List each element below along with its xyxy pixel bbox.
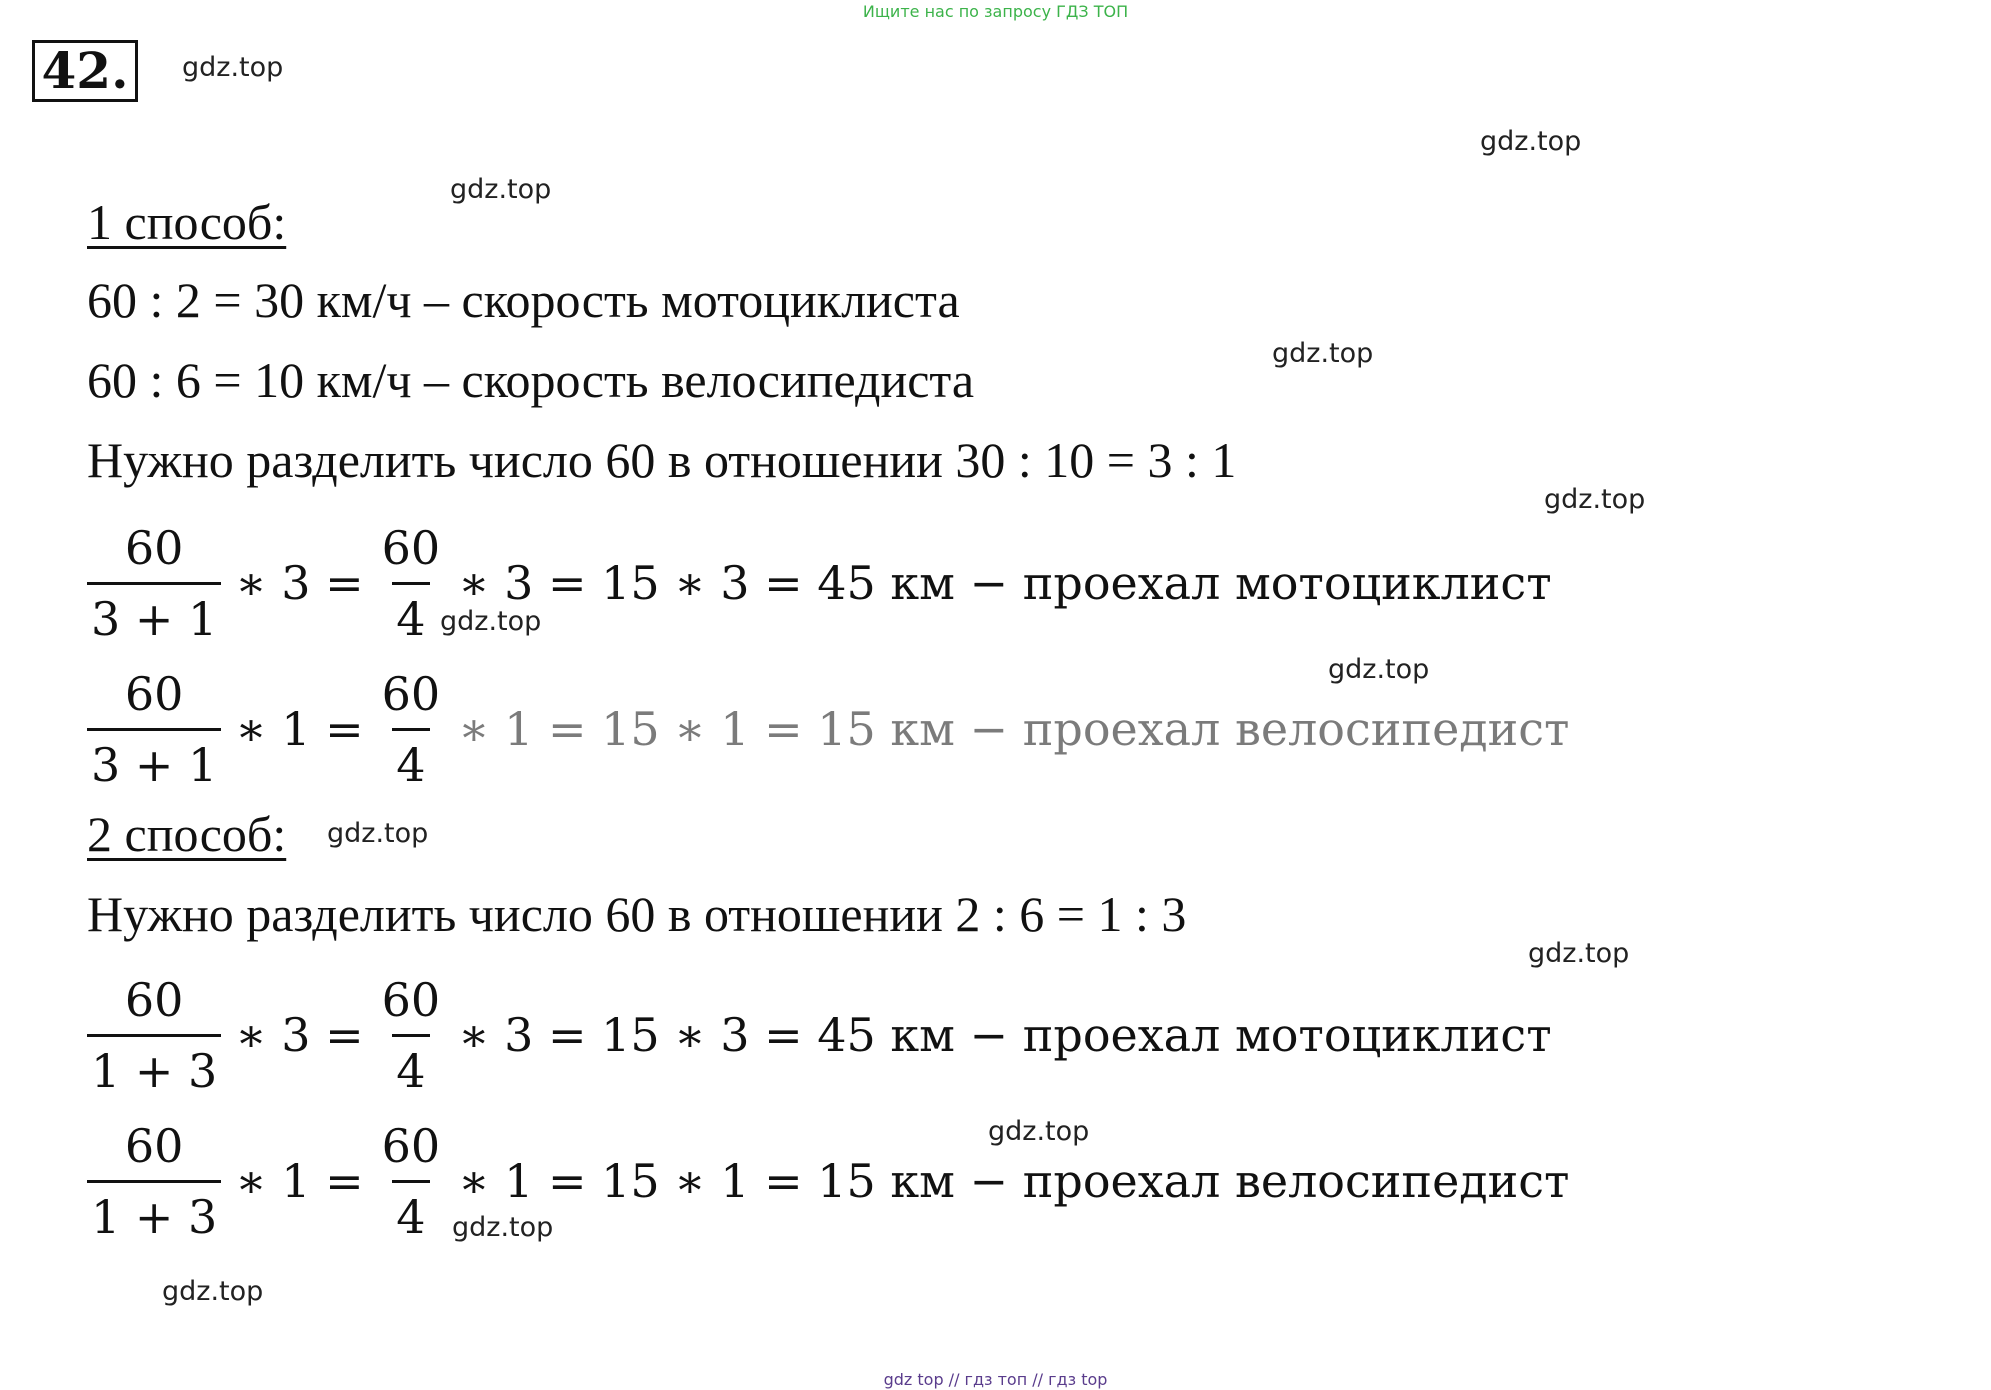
denominator: 4	[392, 1180, 429, 1245]
equation-rest: ∗ 1 = 15 ∗ 1 = 15 км − проехал велосипедист	[458, 702, 1570, 756]
method1-heading: 1 способ:	[87, 194, 287, 250]
fraction	[378, 972, 445, 1099]
fraction	[87, 1118, 221, 1245]
watermark: gdz.top	[1328, 654, 1430, 685]
watermark: gdz.top	[327, 818, 429, 849]
numerator: 60	[381, 1118, 441, 1173]
equation-rest: ∗ 1 = 15 ∗ 1 = 15 км − проехал велосипедист	[458, 1154, 1570, 1208]
operator: ∗ 3 =	[235, 556, 364, 610]
fraction	[87, 666, 221, 793]
fraction	[378, 1118, 445, 1245]
watermark: gdz.top	[450, 174, 552, 205]
watermark: gdz.top	[452, 1212, 554, 1243]
numerator: 60	[124, 972, 184, 1027]
watermark: gdz.top	[1480, 126, 1582, 157]
equation-rest: ∗ 3 = 15 ∗ 3 = 45 км − проехал мотоциклист	[458, 556, 1552, 610]
denominator: 4	[392, 1034, 429, 1099]
watermark: gdz.top	[440, 606, 542, 637]
watermark: gdz.top	[1272, 338, 1374, 369]
fraction	[87, 520, 221, 647]
top-banner: Ищите нас по запросу ГДЗ ТОП	[862, 2, 1129, 21]
watermark: gdz.top	[988, 1116, 1090, 1147]
denominator: 1 + 3	[87, 1180, 221, 1245]
numerator: 60	[381, 972, 441, 1027]
operator: ∗ 1 =	[235, 702, 364, 756]
denominator: 4	[392, 582, 429, 647]
method2-equation2	[87, 1106, 1583, 1256]
method1-equation1	[87, 508, 1566, 658]
fraction	[87, 972, 221, 1099]
watermark: gdz.top	[162, 1276, 264, 1307]
method2-line1: Нужно разделить число 60 в отношении 2 : 6 = 1 : 3	[87, 886, 1187, 942]
numerator: 60	[381, 520, 441, 575]
method2-heading: 2 способ:	[87, 806, 287, 862]
numerator: 60	[124, 1118, 184, 1173]
denominator: 3 + 1	[87, 582, 221, 647]
operator: ∗ 1 =	[235, 1154, 364, 1208]
fraction	[378, 520, 445, 647]
operator: ∗ 3 =	[235, 1008, 364, 1062]
method1-line1: 60 : 2 = 30 км/ч – скорость мотоциклиста	[87, 272, 960, 328]
denominator: 3 + 1	[87, 728, 221, 793]
denominator: 4	[392, 728, 429, 793]
watermark: gdz.top	[182, 52, 284, 83]
equation-rest: ∗ 3 = 15 ∗ 3 = 45 км − проехал мотоциклист	[458, 1008, 1552, 1062]
numerator: 60	[381, 666, 441, 721]
denominator: 1 + 3	[87, 1034, 221, 1099]
watermark: gdz.top	[1544, 484, 1646, 515]
watermark: gdz.top	[1528, 938, 1630, 969]
method1-equation2	[87, 654, 1583, 804]
method2-equation1	[87, 960, 1566, 1110]
fraction	[378, 666, 445, 793]
footer-links: gdz top // гдз топ // гдз top	[883, 1370, 1108, 1389]
numerator: 60	[124, 520, 184, 575]
method1-line2: 60 : 6 = 10 км/ч – скорость велосипедиста	[87, 352, 975, 408]
numerator: 60	[124, 666, 184, 721]
method1-line3: Нужно разделить число 60 в отношении 30 : 10 = 3 : 1	[87, 432, 1237, 488]
task-number: 42.	[32, 40, 138, 102]
